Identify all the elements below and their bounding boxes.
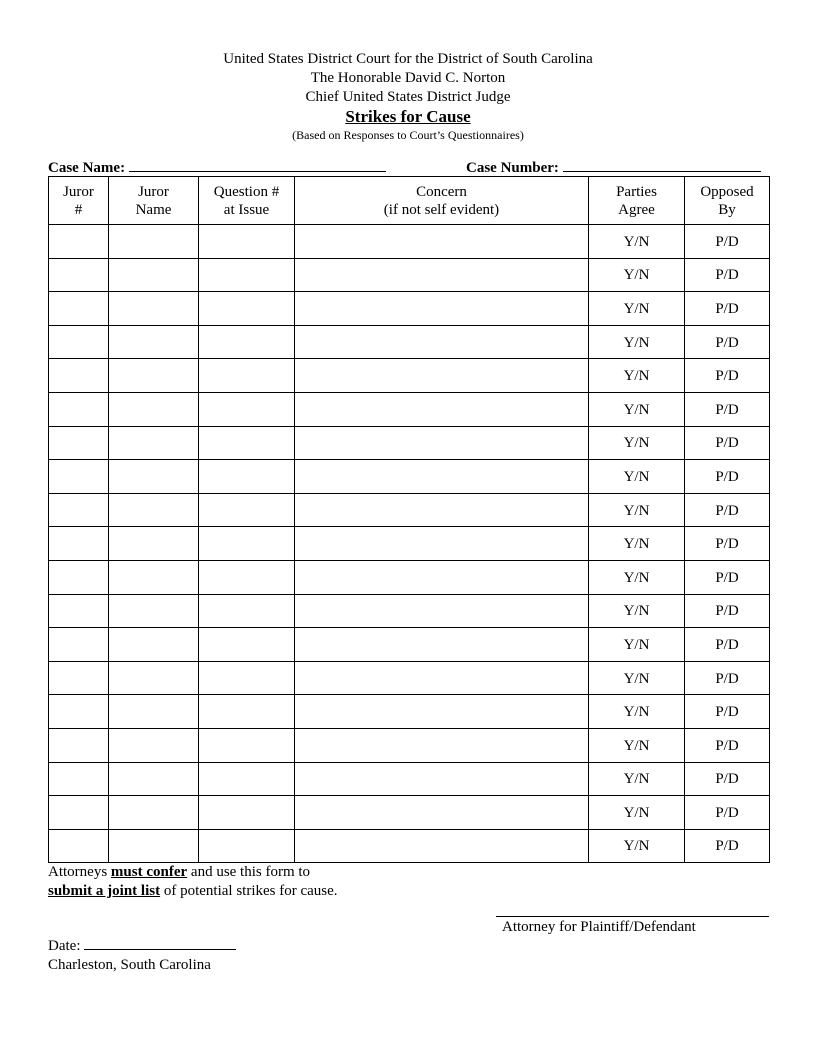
- opposed-by-cell[interactable]: P/D: [685, 762, 770, 796]
- juror-name-cell[interactable]: [109, 292, 199, 326]
- col-header-line1: Juror: [138, 183, 169, 200]
- concern-cell[interactable]: [295, 796, 589, 830]
- table-row: [49, 292, 770, 326]
- court-name: United States District Court for the District of South Carolina: [223, 51, 593, 67]
- form-title: Strikes for Cause: [345, 107, 471, 126]
- parties-agree-cell[interactable]: Y/N: [589, 594, 685, 628]
- col-opposed-by: [685, 177, 770, 225]
- juror-name-cell[interactable]: [109, 661, 199, 695]
- parties-agree-cell[interactable]: Y/N: [589, 762, 685, 796]
- juror-number-cell[interactable]: [49, 695, 109, 729]
- parties-agree-cell[interactable]: Y/N: [589, 258, 685, 292]
- opposed-by-cell[interactable]: P/D: [685, 426, 770, 460]
- juror-name-cell[interactable]: [109, 392, 199, 426]
- juror-number-cell[interactable]: [49, 426, 109, 460]
- concern-cell[interactable]: [295, 661, 589, 695]
- concern-cell[interactable]: [295, 392, 589, 426]
- juror-name-cell[interactable]: [109, 762, 199, 796]
- juror-name-cell[interactable]: [109, 359, 199, 393]
- juror-name-cell[interactable]: [109, 728, 199, 762]
- juror-number-cell[interactable]: [49, 493, 109, 527]
- question-number-cell[interactable]: [199, 728, 295, 762]
- table-header-row: [49, 177, 770, 225]
- concern-cell[interactable]: [295, 460, 589, 494]
- juror-name-cell[interactable]: [109, 325, 199, 359]
- col-question-number: [199, 177, 295, 225]
- parties-agree-cell[interactable]: Y/N: [589, 796, 685, 830]
- juror-name-cell[interactable]: [109, 493, 199, 527]
- date-field[interactable]: [84, 936, 236, 950]
- juror-number-cell[interactable]: [49, 392, 109, 426]
- table-row: [49, 426, 770, 460]
- opposed-by-cell[interactable]: P/D: [685, 392, 770, 426]
- juror-number-cell[interactable]: [49, 796, 109, 830]
- concern-cell[interactable]: [295, 728, 589, 762]
- question-number-cell[interactable]: [199, 325, 295, 359]
- question-number-cell[interactable]: [199, 560, 295, 594]
- col-concern: [295, 177, 589, 225]
- parties-agree-cell[interactable]: Y/N: [589, 695, 685, 729]
- juror-name-cell[interactable]: [109, 225, 199, 259]
- juror-name-cell[interactable]: [109, 258, 199, 292]
- instructions-prefix: Attorneys: [48, 864, 111, 880]
- col-header-line1: Concern: [416, 183, 467, 200]
- opposed-by-cell[interactable]: P/D: [685, 628, 770, 662]
- joint-list-text: submit a joint list: [48, 883, 161, 899]
- table-row: [49, 762, 770, 796]
- opposed-by-cell[interactable]: P/D: [685, 292, 770, 326]
- table-row: [49, 728, 770, 762]
- question-number-cell[interactable]: [199, 661, 295, 695]
- signature-label: Attorney for Plaintiff/Defendant: [502, 919, 696, 935]
- table-row: [49, 661, 770, 695]
- parties-agree-cell[interactable]: Y/N: [589, 225, 685, 259]
- strikes-table: [48, 176, 770, 863]
- table-row: [49, 829, 770, 863]
- instructions-line1: [48, 863, 338, 882]
- form-header: [0, 50, 816, 143]
- col-header-line2: By: [718, 201, 736, 218]
- table-row: [49, 258, 770, 292]
- instructions-suffix: of potential strikes for cause.: [160, 883, 338, 899]
- juror-number-cell[interactable]: [49, 728, 109, 762]
- table-row: [49, 225, 770, 259]
- opposed-by-cell[interactable]: P/D: [685, 829, 770, 863]
- juror-number-cell[interactable]: [49, 359, 109, 393]
- form-subtitle: (Based on Responses to Court’s Questionnaires): [292, 128, 524, 142]
- col-juror-number: [49, 177, 109, 225]
- concern-cell[interactable]: [295, 359, 589, 393]
- question-number-cell[interactable]: [199, 258, 295, 292]
- juror-number-cell[interactable]: [49, 225, 109, 259]
- case-name-label: Case Name:: [48, 160, 126, 176]
- col-header-line2: (if not self evident): [383, 201, 500, 218]
- opposed-by-cell[interactable]: P/D: [685, 594, 770, 628]
- juror-number-cell[interactable]: [49, 661, 109, 695]
- opposed-by-cell[interactable]: P/D: [685, 728, 770, 762]
- juror-number-cell[interactable]: [49, 628, 109, 662]
- question-number-cell[interactable]: [199, 426, 295, 460]
- opposed-by-cell[interactable]: P/D: [685, 460, 770, 494]
- concern-cell[interactable]: [295, 594, 589, 628]
- juror-name-cell[interactable]: [109, 527, 199, 561]
- concern-cell[interactable]: [295, 292, 589, 326]
- instructions-note: [48, 863, 338, 901]
- case-number-field[interactable]: [563, 157, 761, 172]
- juror-name-cell[interactable]: [109, 829, 199, 863]
- instructions-mid: and use this form to: [187, 864, 311, 880]
- juror-number-cell[interactable]: [49, 560, 109, 594]
- must-confer-text: must confer: [110, 864, 188, 880]
- table-row: [49, 594, 770, 628]
- concern-cell[interactable]: [295, 426, 589, 460]
- date-location-block: [48, 936, 236, 975]
- parties-agree-cell[interactable]: Y/N: [589, 359, 685, 393]
- table-row: [49, 359, 770, 393]
- case-number-group: [466, 157, 761, 177]
- table-row: [49, 527, 770, 561]
- case-number-label: Case Number:: [466, 160, 559, 176]
- concern-cell[interactable]: [295, 628, 589, 662]
- parties-agree-cell[interactable]: Y/N: [589, 325, 685, 359]
- opposed-by-cell[interactable]: P/D: [685, 527, 770, 561]
- juror-name-cell[interactable]: [109, 560, 199, 594]
- juror-name-cell[interactable]: [109, 796, 199, 830]
- juror-name-cell[interactable]: [109, 594, 199, 628]
- parties-agree-cell[interactable]: Y/N: [589, 493, 685, 527]
- parties-agree-cell[interactable]: Y/N: [589, 728, 685, 762]
- col-header-line2: Agree: [618, 201, 655, 218]
- parties-agree-cell[interactable]: Y/N: [589, 661, 685, 695]
- juror-number-cell[interactable]: [49, 762, 109, 796]
- question-number-cell[interactable]: [199, 628, 295, 662]
- date-line: [48, 936, 236, 956]
- parties-agree-cell[interactable]: Y/N: [589, 527, 685, 561]
- col-header-line2: #: [74, 201, 83, 218]
- question-number-cell[interactable]: [199, 527, 295, 561]
- table-row: [49, 493, 770, 527]
- table-row: [49, 325, 770, 359]
- location-text: Charleston, South Carolina: [48, 957, 211, 973]
- col-header-line2: at Issue: [223, 201, 270, 218]
- juror-number-cell[interactable]: [49, 594, 109, 628]
- judge-title: Chief United States District Judge: [305, 89, 511, 105]
- opposed-by-cell[interactable]: P/D: [685, 258, 770, 292]
- concern-cell[interactable]: [295, 258, 589, 292]
- question-number-cell[interactable]: [199, 762, 295, 796]
- judge-name: The Honorable David C. Norton: [310, 70, 506, 86]
- question-number-cell[interactable]: [199, 829, 295, 863]
- opposed-by-cell[interactable]: P/D: [685, 493, 770, 527]
- table-row: [49, 695, 770, 729]
- question-number-cell[interactable]: [199, 359, 295, 393]
- concern-cell[interactable]: [295, 829, 589, 863]
- juror-number-cell[interactable]: [49, 292, 109, 326]
- concern-cell[interactable]: [295, 493, 589, 527]
- concern-cell[interactable]: [295, 325, 589, 359]
- juror-number-cell[interactable]: [49, 460, 109, 494]
- concern-cell[interactable]: [295, 527, 589, 561]
- opposed-by-cell[interactable]: P/D: [685, 661, 770, 695]
- question-number-cell[interactable]: [199, 493, 295, 527]
- concern-cell[interactable]: [295, 225, 589, 259]
- question-number-cell[interactable]: [199, 292, 295, 326]
- concern-cell[interactable]: [295, 762, 589, 796]
- opposed-by-cell[interactable]: P/D: [685, 560, 770, 594]
- table-row: [49, 628, 770, 662]
- question-number-cell[interactable]: [199, 796, 295, 830]
- col-header-line1: Question #: [213, 183, 280, 200]
- juror-number-cell[interactable]: [49, 325, 109, 359]
- instructions-line2: [48, 882, 338, 901]
- date-label: Date:: [48, 938, 81, 954]
- parties-agree-cell[interactable]: Y/N: [589, 560, 685, 594]
- case-info-line: [48, 157, 770, 177]
- juror-name-cell[interactable]: [109, 695, 199, 729]
- question-number-cell[interactable]: [199, 392, 295, 426]
- opposed-by-cell[interactable]: P/D: [685, 359, 770, 393]
- col-juror-name: [109, 177, 199, 225]
- col-header-line2: Name: [135, 201, 172, 218]
- opposed-by-cell[interactable]: P/D: [685, 796, 770, 830]
- juror-number-cell[interactable]: [49, 527, 109, 561]
- parties-agree-cell[interactable]: Y/N: [589, 426, 685, 460]
- juror-name-cell[interactable]: [109, 628, 199, 662]
- juror-number-cell[interactable]: [49, 258, 109, 292]
- case-name-group: [48, 157, 386, 177]
- parties-agree-cell[interactable]: Y/N: [589, 829, 685, 863]
- table-row: [49, 560, 770, 594]
- col-header-line1: Juror: [63, 183, 94, 200]
- question-number-cell[interactable]: [199, 594, 295, 628]
- question-number-cell[interactable]: [199, 225, 295, 259]
- question-number-cell[interactable]: [199, 460, 295, 494]
- juror-name-cell[interactable]: [109, 460, 199, 494]
- col-header-line1: Parties: [616, 183, 657, 200]
- juror-name-cell[interactable]: [109, 426, 199, 460]
- question-number-cell[interactable]: [199, 695, 295, 729]
- case-name-field[interactable]: [129, 157, 386, 172]
- col-parties-agree: [589, 177, 685, 225]
- parties-agree-cell[interactable]: Y/N: [589, 460, 685, 494]
- opposed-by-cell[interactable]: P/D: [685, 325, 770, 359]
- table-row: [49, 392, 770, 426]
- concern-cell[interactable]: [295, 560, 589, 594]
- juror-number-cell[interactable]: [49, 829, 109, 863]
- concern-cell[interactable]: [295, 695, 589, 729]
- table-body: [49, 225, 770, 863]
- opposed-by-cell[interactable]: P/D: [685, 225, 770, 259]
- table-row: [49, 796, 770, 830]
- opposed-by-cell[interactable]: P/D: [685, 695, 770, 729]
- parties-agree-cell[interactable]: Y/N: [589, 628, 685, 662]
- attorney-signature-line[interactable]: [496, 916, 769, 936]
- parties-agree-cell[interactable]: Y/N: [589, 292, 685, 326]
- parties-agree-cell[interactable]: Y/N: [589, 392, 685, 426]
- col-header-line1: Opposed: [700, 183, 754, 200]
- table-row: [49, 460, 770, 494]
